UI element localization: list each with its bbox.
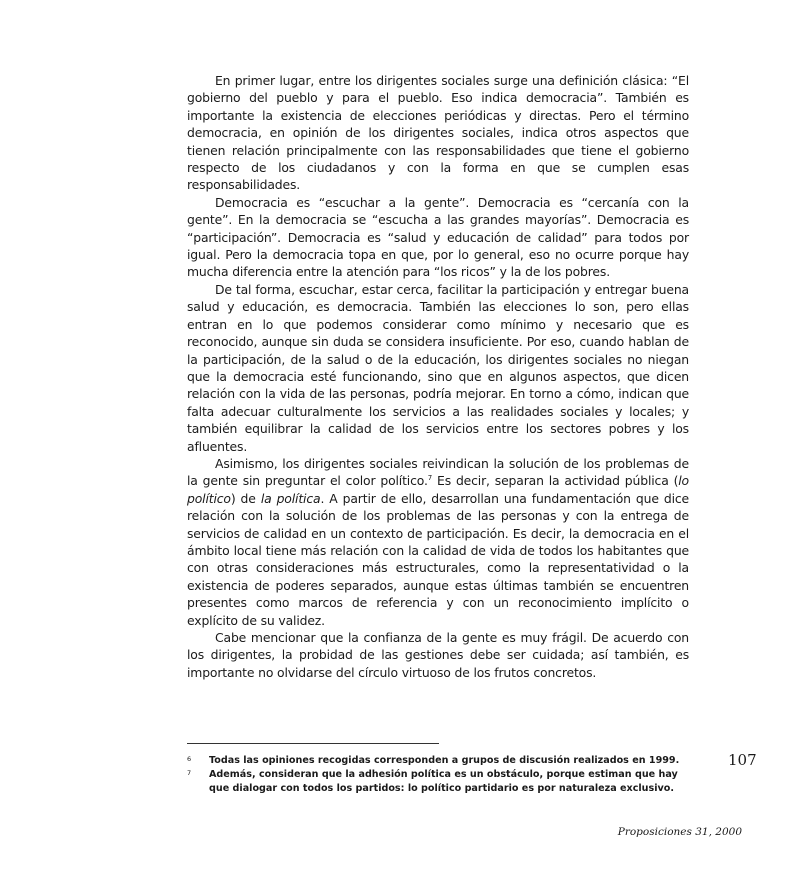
paragraph-4 <box>187 455 689 629</box>
paragraph-4-part-d: . A partir de ello, desarrollan una fundamentación que dice relación con la solución de los problemas de las personas y con la entrega de servicios de calidad en un contexto de participación. Es decir, la democracia en el ámbito local tiene más relación con la calidad de vida de todos los habitantes que con otras consideraciones más estructurales, como la representatividad o la existencia de poderes separados, aunque estas últimas también se encuentren presentes como marcos de referencia y con un reconocimiento implícito o explícito de su validez. <box>187 490 689 628</box>
footnote-text: Además, consideran que la adhesión política es un obstáculo, porque estiman que hay que dialogar con todos los partidos: lo político partidario es por naturaleza exclusivo. <box>209 769 678 794</box>
paragraph-4-part-b: Es decir, separan la actividad pública ( <box>432 473 679 489</box>
footnote-6 <box>187 754 689 768</box>
paragraph-4-part-c: ) de <box>230 490 261 506</box>
footnote-divider <box>187 743 439 744</box>
footnote-number: 7 <box>187 769 192 777</box>
journal-footer: Proposiciones 31, 2000 <box>617 826 742 838</box>
paragraph-4-part-a: Asimismo, los dirigentes sociales reivindican la solución de los problemas de la gente sin preguntar el color político. <box>187 455 689 489</box>
paragraph-4-italic-lo-politico: lo político <box>187 473 689 506</box>
paragraph-4-italic-la-politica: la política <box>260 490 321 506</box>
footnote-text: Todas las opiniones recogidas corresponden a grupos de discusión realizados en 1999. <box>209 755 680 766</box>
body-text <box>187 72 689 681</box>
paragraph-2: Democracia es “escuchar a la gente”. Democracia es “cercanía con la gente”. En la democracia se “escucha a las grandes mayorías”. Democracia es “participación”. Democracia es “salud y educación de calidad” para todos por igual. Pero la democracia topa en que, por lo general, eso no ocurre porque hay mucha diferencia entre la atención para “los ricos” y la de los pobres. <box>187 194 689 280</box>
page-number: 107 <box>728 751 757 769</box>
footnotes <box>187 754 689 796</box>
paragraph-3: De tal forma, escuchar, estar cerca, facilitar la participación y entregar buena salud y educación, es democracia. También las elecciones lo son, pero ellas entran en lo que podemos considerar como mínimo y necesario que es reconocido, aunque sin duda se considera insuficiente. Por eso, cuando hablan de la participación, de la salud o de la educación, los dirigentes sociales no niegan que la democracia esté funcionando, sino que en algunos aspectos, que dicen relación con la vida de las personas, podría mejorar. En torno a cómo, indican que falta adecuar culturalmente los servicios a las realidades sociales y locales; y también equilibrar la calidad de los servicios entre los sectores pobres y los afluentes. <box>187 281 689 454</box>
footnote-ref-7[interactable]: 7 <box>427 474 433 483</box>
footnote-number: 6 <box>187 755 192 763</box>
paragraph-1: En primer lugar, entre los dirigentes sociales surge una definición clásica: “El gobierno del pueblo y para el pueblo. Eso indica democracia”. También es importante la existencia de elecciones periódicas y directas. Pero el término democracia, en opinión de los dirigentes sociales, indica otros aspectos que tienen relación principalmente con las responsabilidades que tiene el gobierno respecto de los ciudadanos y con la forma en que se cumplen esas responsabilidades. <box>187 73 689 193</box>
footnote-7 <box>187 768 689 796</box>
paragraph-5: Cabe mencionar que la confianza de la gente es muy frágil. De acuerdo con los dirigentes, la probidad de las gestiones debe ser cuidada; así también, es importante no olvidarse del círculo virtuoso de los frutos concretos. <box>187 630 689 680</box>
